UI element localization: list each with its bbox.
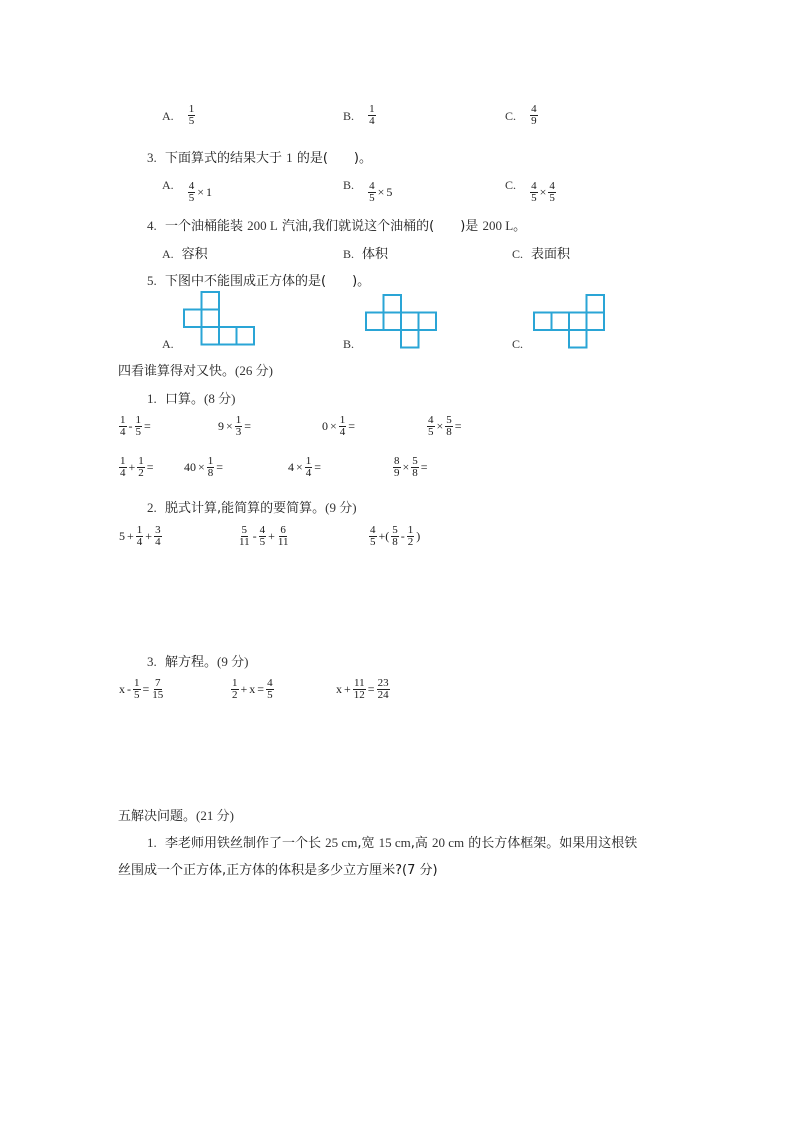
- numerator: 4: [267, 677, 273, 689]
- fraction: [407, 525, 415, 548]
- net-square: [419, 313, 437, 331]
- net-square: [384, 313, 402, 331]
- q4-option-b: B. 体积: [343, 247, 389, 262]
- denominator: 15: [152, 689, 164, 701]
- problem-1-line-1: 1. 李老师用铁丝制作了一个长 25 cm,宽 15 cm,高 20 cm 的长方体框架。如果用这根铁: [147, 835, 638, 851]
- term: x: [336, 682, 342, 696]
- denominator: 4: [136, 536, 143, 548]
- q2-option-b: B. $\frac{1}{4}$: [343, 103, 375, 127]
- fraction: [445, 415, 453, 438]
- denominator: 4: [339, 426, 346, 438]
- fraction: [136, 525, 144, 548]
- operator: -: [128, 419, 133, 433]
- operator: +(: [378, 529, 390, 543]
- operator: =: [420, 460, 428, 474]
- numerator: 1: [138, 455, 144, 467]
- net-square: [401, 330, 419, 348]
- denominator: 11: [277, 536, 289, 548]
- denominator: 5: [428, 426, 434, 438]
- equation-item: [335, 678, 391, 701]
- fraction: [154, 525, 162, 548]
- numerator: 1: [120, 455, 126, 467]
- operator: +: [240, 682, 248, 696]
- numerator: 6: [280, 524, 286, 536]
- operator: +: [344, 682, 351, 696]
- fraction: [119, 415, 127, 438]
- numerator: 1: [407, 524, 414, 536]
- oral-item: [287, 456, 322, 479]
- denominator: 9: [394, 467, 400, 479]
- section-4-sub3-heading: 3. 解方程。(9 分): [147, 654, 249, 670]
- net-square: [401, 313, 419, 331]
- denominator: 4: [120, 467, 126, 479]
- numerator: 8: [394, 455, 400, 467]
- section-4-sub2-heading: 2. 脱式计算,能简算的要简算。(9 分): [147, 500, 357, 516]
- operator: =: [314, 460, 322, 474]
- question-5: 5. 下图中不能围成正方体的是( )。: [147, 273, 371, 289]
- numerator: 23: [377, 677, 389, 689]
- denominator: 5: [267, 689, 273, 701]
- denominator: 12: [353, 689, 365, 701]
- numerator: 1: [235, 414, 242, 426]
- denominator: 5: [135, 426, 141, 438]
- fraction: [135, 415, 143, 438]
- net-square: [237, 327, 255, 345]
- net-square: [587, 313, 605, 331]
- q5-option-b-label: B.: [343, 337, 355, 351]
- q5-option-c-label: C.: [512, 337, 524, 351]
- q3-option-a: A. $\frac{4}{5}$ × 1: [162, 178, 213, 204]
- operator: -: [127, 682, 131, 696]
- cube-net-c: [533, 294, 607, 350]
- denominator: 8: [392, 536, 398, 548]
- operator: =: [367, 682, 375, 696]
- numerator: 1: [135, 414, 141, 426]
- fraction: [353, 678, 366, 701]
- operator: -: [252, 529, 257, 543]
- question-3: 3. 下面算式的结果大于 1 的是( )。: [147, 150, 372, 166]
- oral-item: [217, 415, 252, 438]
- cube-net-a: [183, 291, 257, 347]
- fraction: [377, 678, 390, 701]
- term: x: [249, 682, 256, 696]
- denominator: 8: [412, 467, 418, 479]
- operator: =: [144, 419, 151, 433]
- operator: =: [348, 419, 356, 433]
- numerator: 1: [120, 414, 126, 426]
- problem-1-line-2: 丝围成一个正方体,正方体的体积是多少立方厘米?(7 分): [118, 863, 438, 878]
- q4-option-c: C. 表面积: [512, 247, 571, 262]
- operator: ×: [436, 419, 444, 433]
- numerator: 7: [155, 677, 161, 689]
- numerator: 5: [392, 524, 398, 536]
- oral-item: [321, 415, 356, 438]
- q3-option-c: C. $\frac{4}{5}$ × $\frac{4}{5}$: [505, 178, 555, 204]
- fraction: [238, 525, 251, 548]
- fraction: [411, 456, 419, 479]
- numerator: 1: [339, 414, 346, 426]
- numerator: 1: [134, 677, 140, 689]
- fraction: [235, 415, 243, 438]
- operator: ×: [226, 419, 233, 433]
- fraction: $\frac{1}{4}$: [369, 103, 375, 127]
- term: 4: [288, 460, 294, 474]
- denominator: 3: [235, 426, 242, 438]
- net-square: [202, 292, 220, 310]
- term: 5: [119, 529, 125, 543]
- q2-option-c: C. $\frac{4}{9}$: [505, 103, 537, 127]
- numerator: 4: [259, 524, 266, 536]
- numerator: 3: [155, 524, 161, 536]
- fraction: [266, 678, 274, 701]
- operator: =: [244, 419, 252, 433]
- numerator: 4: [428, 414, 434, 426]
- cube-net-b: [365, 294, 439, 350]
- calc-item: [237, 525, 290, 548]
- q2-option-a: A. $\frac{1}{5}$: [162, 103, 195, 127]
- net-square: [552, 313, 570, 331]
- term: 40: [184, 460, 196, 474]
- operator: =: [257, 682, 265, 696]
- fraction: [151, 678, 164, 701]
- fraction: [207, 456, 215, 479]
- operator: ×: [198, 460, 205, 474]
- net-square: [219, 327, 237, 345]
- numerator: 1: [232, 677, 238, 689]
- net-square: [366, 313, 384, 331]
- fraction: [259, 525, 267, 548]
- net-square: [587, 295, 605, 313]
- numerator: 4: [370, 524, 376, 536]
- denominator: 2: [407, 536, 414, 548]
- numerator: 5: [412, 455, 418, 467]
- operator: +: [268, 529, 275, 543]
- fraction: [231, 678, 239, 701]
- section-5-heading: 五解决问题。(21 分): [118, 808, 234, 824]
- numerator: 11: [353, 677, 365, 689]
- net-square: [384, 295, 402, 313]
- denominator: 5: [370, 536, 376, 548]
- term: x: [119, 682, 125, 696]
- oral-item: [183, 456, 224, 479]
- operator: ×: [296, 460, 303, 474]
- denominator: 4: [120, 426, 126, 438]
- denominator: 11: [239, 536, 250, 548]
- fraction: [339, 415, 347, 438]
- question-4: 4. 一个油桶能装 200 L 汽油,我们就说这个油桶的( )是 200 L。: [147, 218, 527, 234]
- section-4-sub1-heading: 1. 口算。(8 分): [147, 391, 236, 407]
- operator: -: [400, 529, 405, 543]
- q3-option-b: B. $\frac{4}{5}$ × 5: [343, 178, 393, 204]
- net-square: [534, 313, 552, 331]
- denominator: 5: [134, 689, 140, 701]
- operator: ×: [330, 419, 337, 433]
- numerator: 1: [207, 455, 214, 467]
- operator: ): [416, 529, 421, 543]
- fraction: [391, 525, 399, 548]
- operator: =: [454, 419, 462, 433]
- oral-item: [392, 456, 429, 479]
- fraction: $\frac{4}{5}$: [369, 180, 375, 204]
- fraction: $\frac{4}{5}$: [531, 180, 537, 204]
- term: 9: [218, 419, 224, 433]
- oral-item: [118, 415, 152, 438]
- operator: ×: [402, 460, 410, 474]
- calc-item: [368, 525, 421, 548]
- equation-item: [230, 678, 275, 701]
- net-square: [202, 310, 220, 328]
- numerator: 5: [446, 414, 452, 426]
- denominator: 2: [232, 689, 238, 701]
- fraction: [427, 415, 435, 438]
- q4-option-a: A. 容积: [162, 247, 208, 262]
- term: 0: [322, 419, 328, 433]
- denominator: 4: [305, 467, 312, 479]
- denominator: 24: [377, 689, 389, 701]
- operator: +: [128, 460, 136, 474]
- operator: =: [216, 460, 224, 474]
- denominator: 8: [446, 426, 452, 438]
- fraction: [305, 456, 313, 479]
- q5-option-a-label: A.: [162, 337, 174, 351]
- operator: =: [146, 460, 154, 474]
- fraction: $\frac{4}{5}$: [188, 180, 195, 204]
- operator: +: [127, 529, 134, 543]
- equation-item: [118, 678, 165, 701]
- section-4-heading: 四看谁算得对又快。(26 分): [118, 363, 273, 379]
- numerator: 5: [241, 524, 248, 536]
- net-square: [569, 330, 587, 348]
- net-square: [184, 310, 202, 328]
- oral-item: [118, 456, 155, 479]
- denominator: 4: [155, 536, 161, 548]
- calc-item: [118, 525, 163, 548]
- numerator: 1: [305, 455, 312, 467]
- denominator: 5: [259, 536, 266, 548]
- numerator: 1: [136, 524, 143, 536]
- net-square: [569, 313, 587, 331]
- operator: =: [142, 682, 150, 696]
- fraction: [137, 456, 145, 479]
- fraction: [119, 456, 127, 479]
- fraction: [369, 525, 377, 548]
- net-square: [202, 327, 220, 345]
- operator: +: [145, 529, 153, 543]
- oral-item: [426, 415, 463, 438]
- fraction: [393, 456, 401, 479]
- fraction: [133, 678, 141, 701]
- fraction: $\frac{4}{5}$: [549, 180, 555, 204]
- fraction: [277, 525, 290, 548]
- denominator: 2: [138, 467, 144, 479]
- fraction: $\frac{1}{5}$: [188, 103, 195, 127]
- denominator: 8: [207, 467, 214, 479]
- fraction: $\frac{4}{9}$: [531, 103, 537, 127]
